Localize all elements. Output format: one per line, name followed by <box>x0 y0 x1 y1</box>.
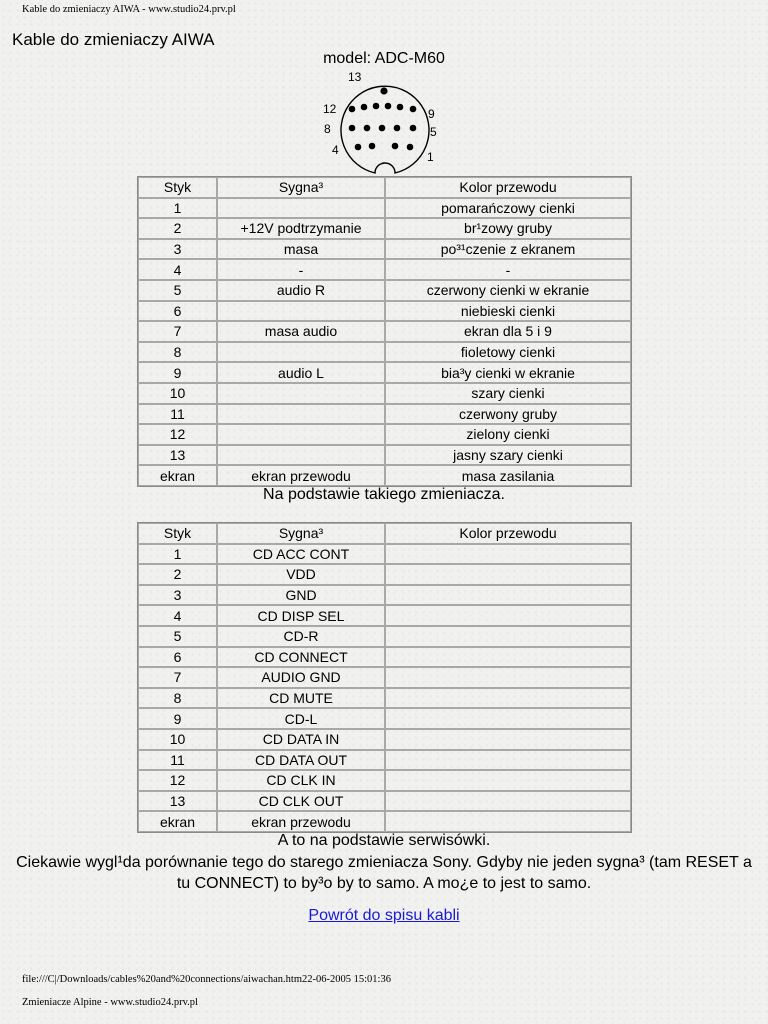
table-cell <box>217 198 385 219</box>
table-cell: CD DATA IN <box>217 729 385 750</box>
print-footer-site: Zmieniacze Alpine - www.studio24.prv.pl <box>22 997 198 1008</box>
table-cell: br¹zowy gruby <box>385 218 631 239</box>
pin-label-4: 4 <box>332 143 339 157</box>
table-row <box>138 445 631 466</box>
table-cell: 13 <box>138 791 217 812</box>
table-cell: ekran <box>138 811 217 832</box>
table-row <box>138 791 631 812</box>
table-cell: 4 <box>138 259 217 280</box>
pin-label-8: 8 <box>324 122 331 136</box>
table-cell: - <box>217 259 385 280</box>
pin-13 <box>380 87 387 94</box>
table-cell <box>385 688 631 709</box>
table-row <box>138 811 631 832</box>
table-row <box>138 383 631 404</box>
page-title: Kable do zmieniaczy AIWA <box>12 30 215 49</box>
pin-8 <box>349 125 356 132</box>
table-cell <box>385 811 631 832</box>
table-cell: CD CLK OUT <box>217 791 385 812</box>
table-header-row <box>138 177 631 198</box>
aiwa-pinout-table <box>137 176 632 487</box>
table-cell: masa zasilania <box>385 465 631 486</box>
table-row <box>138 198 631 219</box>
table-cell: 6 <box>138 647 217 668</box>
table-cell: 3 <box>138 585 217 606</box>
table-row <box>138 544 631 565</box>
pin-label-1: 1 <box>427 150 434 164</box>
table-cell <box>385 667 631 688</box>
table-cell <box>217 342 385 363</box>
service-pinout-table <box>137 522 632 833</box>
table-cell: 13 <box>138 445 217 466</box>
table-cell <box>385 750 631 771</box>
table-cell: 11 <box>138 404 217 425</box>
table-cell: pomarańczowy cienki <box>385 198 631 219</box>
table-cell: 1 <box>138 198 217 219</box>
pin-label-9: 9 <box>428 107 435 121</box>
table-cell: 10 <box>138 383 217 404</box>
table-cell <box>385 791 631 812</box>
back-link-wrap <box>0 907 768 925</box>
table-cell <box>385 605 631 626</box>
table-cell: CD CONNECT <box>217 647 385 668</box>
table-cell: CD CLK IN <box>217 770 385 791</box>
table-cell: +12V podtrzymanie <box>217 218 385 239</box>
table-cell: 7 <box>138 667 217 688</box>
table-cell: audio R <box>217 280 385 301</box>
pin-label-5: 5 <box>430 125 437 139</box>
table-cell: CD DISP SEL <box>217 605 385 626</box>
table-cell: ekran <box>138 465 217 486</box>
table-cell: 12 <box>138 424 217 445</box>
table-cell: 7 <box>138 321 217 342</box>
table-cell: masa audio <box>217 321 385 342</box>
back-to-cable-list-link[interactable]: Powrót do spisu kabli <box>308 907 460 924</box>
table-row <box>138 321 631 342</box>
table-cell: CD-R <box>217 626 385 647</box>
table-cell: szary cienki <box>385 383 631 404</box>
pin-9 <box>410 106 417 113</box>
table-cell <box>217 383 385 404</box>
table-cell: 6 <box>138 301 217 322</box>
table-row <box>138 708 631 729</box>
table-cell: niebieski cienki <box>385 301 631 322</box>
table-cell <box>217 445 385 466</box>
table-cell <box>217 424 385 445</box>
table-cell: 8 <box>138 688 217 709</box>
connector-pins <box>349 87 417 150</box>
table-cell: 2 <box>138 218 217 239</box>
table-cell: zielony cienki <box>385 424 631 445</box>
pin-12 <box>349 106 356 113</box>
table-cell: 9 <box>138 362 217 383</box>
pin-2 <box>392 143 399 150</box>
table-cell: 10 <box>138 729 217 750</box>
table-cell: bia³y cienki w ekranie <box>385 362 631 383</box>
table-cell: VDD <box>217 564 385 585</box>
pin-3 <box>369 143 376 150</box>
table-row <box>138 404 631 425</box>
pin-label-12: 12 <box>323 102 337 116</box>
table-cell: CD ACC CONT <box>217 544 385 565</box>
table-cell <box>217 301 385 322</box>
table-cell <box>385 729 631 750</box>
column-header: Sygna³ <box>217 523 385 544</box>
table-cell <box>385 626 631 647</box>
table-row <box>138 770 631 791</box>
table-cell: 12 <box>138 770 217 791</box>
table-cell: czerwony cienki w ekranie <box>385 280 631 301</box>
table-cell: 4 <box>138 605 217 626</box>
pin-x2 <box>397 104 404 111</box>
print-header: Kable do zmieniaczy AIWA - www.studio24.prv.pl <box>22 4 236 15</box>
model-label: model: ADC-M60 <box>323 50 445 67</box>
table-cell <box>385 544 631 565</box>
pin-7 <box>364 125 371 132</box>
table-row <box>138 564 631 585</box>
connector-pinout-diagram <box>318 68 448 180</box>
table-row <box>138 585 631 606</box>
table-cell: 11 <box>138 750 217 771</box>
pin-label-13: 13 <box>348 70 362 84</box>
table-row <box>138 626 631 647</box>
table-row <box>138 362 631 383</box>
source-note: Na podstawie takiego zmieniacza. <box>263 486 505 503</box>
column-header: Styk <box>138 177 217 198</box>
table-cell <box>385 647 631 668</box>
table-cell: 2 <box>138 564 217 585</box>
table-cell <box>385 564 631 585</box>
table-header-row <box>138 523 631 544</box>
pin-x1 <box>385 103 392 110</box>
table-cell: CD-L <box>217 708 385 729</box>
column-header: Sygna³ <box>217 177 385 198</box>
table-cell: 3 <box>138 239 217 260</box>
table-row <box>138 750 631 771</box>
table-row <box>138 280 631 301</box>
print-footer-path: file:///C|/Downloads/cables%20and%20connections/aiwachan.htm22-06-2005 15:01:36 <box>22 974 391 985</box>
comparison-paragraph: Ciekawie wygl¹da porównanie tego do starego zmieniacza Sony. Gdyby nie jeden sygna³ (tam RESET a tu CONNECT) to by³o by to samo. A mo¿e to jest to samo. <box>16 854 752 892</box>
table-cell: jasny szary cienki <box>385 445 631 466</box>
column-header: Styk <box>138 523 217 544</box>
table-cell: czerwony gruby <box>385 404 631 425</box>
table-cell: AUDIO GND <box>217 667 385 688</box>
table-row <box>138 342 631 363</box>
table-row <box>138 667 631 688</box>
column-header: Kolor przewodu <box>385 523 631 544</box>
table-cell: masa <box>217 239 385 260</box>
pin-5 <box>410 125 417 132</box>
table-row <box>138 218 631 239</box>
pin-x3 <box>394 125 401 132</box>
column-header: Kolor przewodu <box>385 177 631 198</box>
table-cell: fioletowy cienki <box>385 342 631 363</box>
table-cell: 1 <box>138 544 217 565</box>
table-row <box>138 465 631 486</box>
table-cell: audio L <box>217 362 385 383</box>
table-row <box>138 605 631 626</box>
table-row <box>138 259 631 280</box>
pin-1 <box>407 144 414 151</box>
table-cell: ekran przewodu <box>217 811 385 832</box>
table-cell: ekran przewodu <box>217 465 385 486</box>
table-cell: GND <box>217 585 385 606</box>
table-cell: CD DATA OUT <box>217 750 385 771</box>
table-cell <box>385 708 631 729</box>
pin-4 <box>355 144 362 151</box>
table-cell: - <box>385 259 631 280</box>
table-row <box>138 729 631 750</box>
pin-10 <box>373 103 380 110</box>
table-cell <box>385 770 631 791</box>
table-cell <box>385 585 631 606</box>
pin-6 <box>379 125 386 132</box>
table-cell: 9 <box>138 708 217 729</box>
table-cell: CD MUTE <box>217 688 385 709</box>
table-cell: ekran dla 5 i 9 <box>385 321 631 342</box>
service-note: A to na podstawie serwisówki. <box>277 832 491 849</box>
table-cell: 5 <box>138 280 217 301</box>
table-row <box>138 239 631 260</box>
table-row <box>138 688 631 709</box>
table-cell: 5 <box>138 626 217 647</box>
table-row <box>138 647 631 668</box>
table-cell: 8 <box>138 342 217 363</box>
pin-11 <box>361 104 368 111</box>
table-row <box>138 301 631 322</box>
table-cell <box>217 404 385 425</box>
table-cell: po³¹czenie z ekranem <box>385 239 631 260</box>
table-row <box>138 424 631 445</box>
